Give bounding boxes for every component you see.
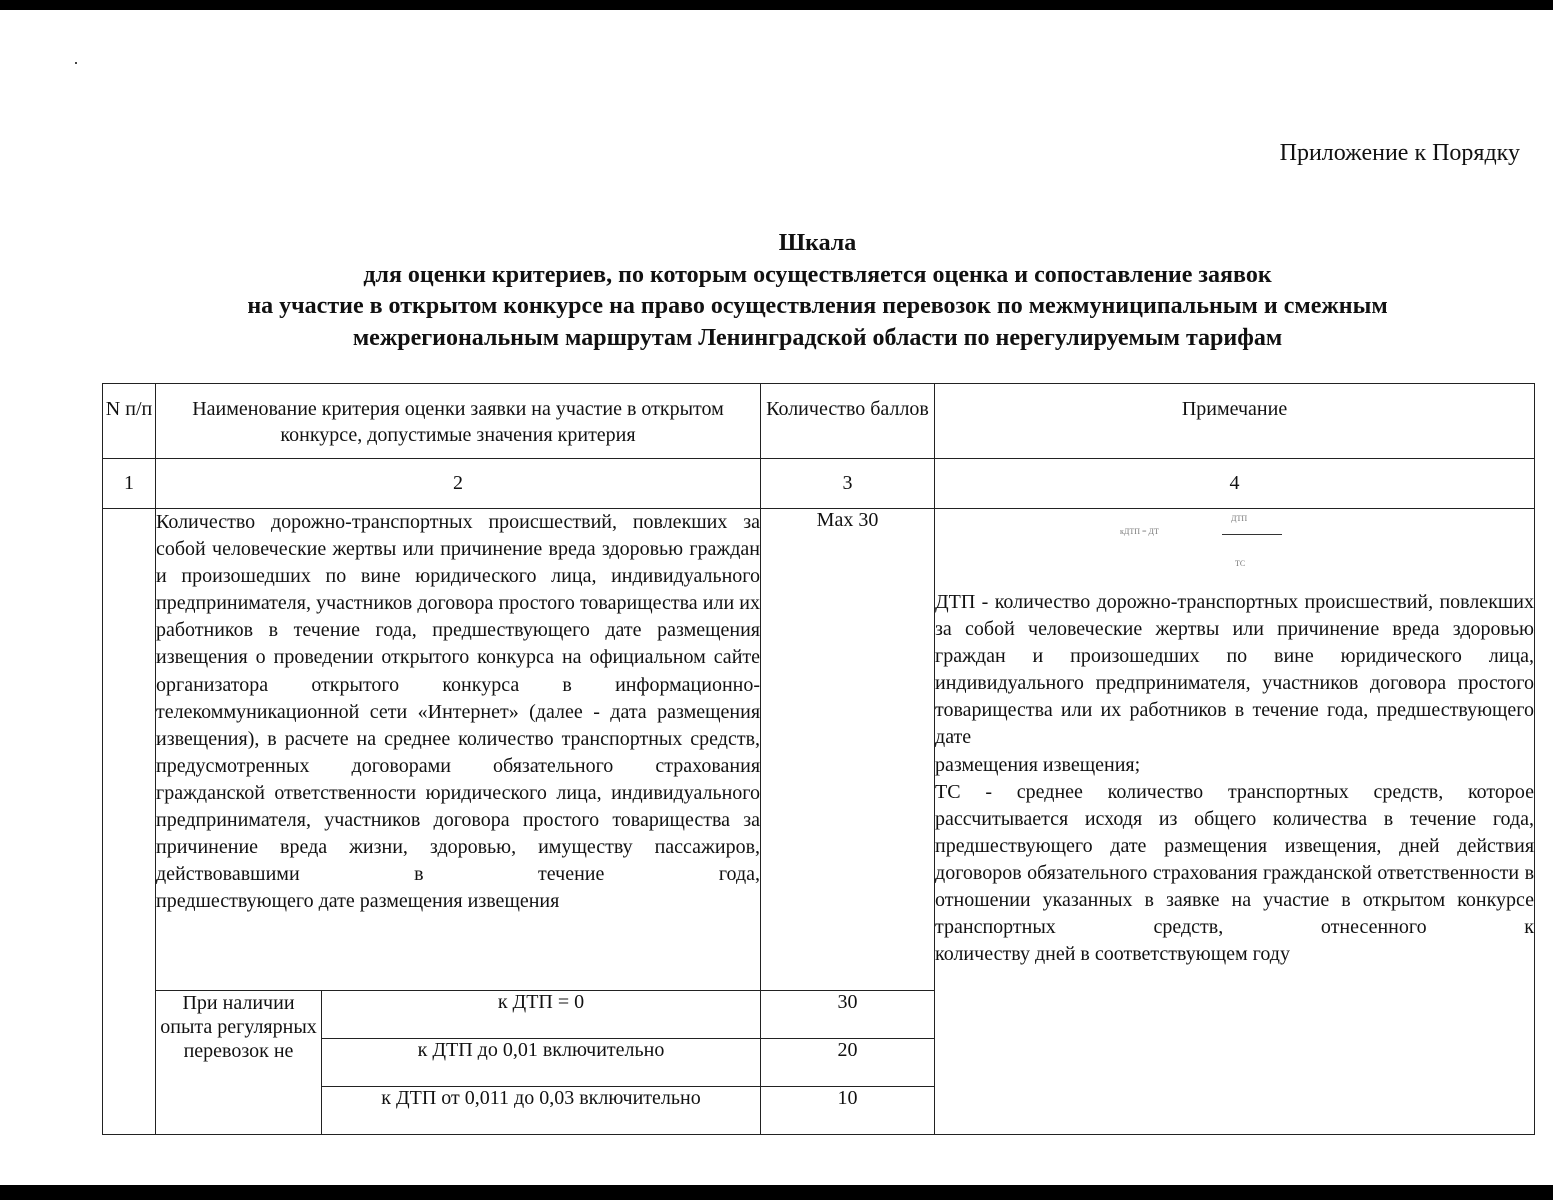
- score-1: 30: [761, 991, 935, 1039]
- column-number-2: 2: [156, 459, 761, 509]
- note-dtp-paragraph: [935, 589, 1534, 779]
- column-number-1: 1: [103, 459, 156, 509]
- formula: [935, 509, 1534, 579]
- criterion-description: [156, 509, 761, 991]
- score-2: 20: [761, 1039, 935, 1087]
- note-ts-paragraph: [935, 779, 1534, 969]
- score-3: 10: [761, 1087, 935, 1135]
- row-number-cell: [103, 509, 156, 1135]
- note-cell: [935, 509, 1535, 1135]
- table-row: [103, 509, 1535, 991]
- document-title: [90, 228, 1545, 354]
- header-number: N п/п: [103, 384, 156, 459]
- title-line-2: для оценки критериев, по которым осуществляется оценка и сопоставление заявок: [363, 261, 1272, 288]
- condition-2: к ДТП до 0,01 включительно: [322, 1039, 761, 1087]
- header-criterion: Наименование критерия оценки заявки на участие в открытом конкурсе, допустимые значения критерия: [156, 384, 761, 459]
- note-ts-last: количеству дней в соответствующем году: [935, 943, 1290, 966]
- scan-speck: [75, 62, 77, 64]
- column-number-row: [103, 459, 1535, 509]
- column-number-4: 4: [935, 459, 1535, 509]
- table-header-row: [103, 384, 1535, 459]
- note-dtp-last: размещения извещения;: [935, 753, 1141, 776]
- formula-fraction-line: [1222, 534, 1282, 535]
- criterion-text-last: предшествующего дате размещения извещения: [156, 890, 560, 913]
- scan-border-bottom: [0, 1185, 1553, 1200]
- criterion-text: Количество дорожно-транспортных происшествий, повлекших за собой человеческие жертвы или причинение вреда здоровью граждан и произошедших по вине юридического лица, индивидуального предпринимателя, участников договора простого товарищества или их работников в течение года, предшествующего дате размещения извещения о проведении открытого конкурса на официальном сайте организатора открытого конкурса в информационно-телекоммуникационной сети «Интернет» (далее - дата размещения извещения), в расчете на среднее количество транспортных средств, предусмотренных договорами обязательного страхования гражданской ответственности юридического лица, индивидуального предпринимателя, участников договора простого товарищества за причинение вреда жизни, здоровью, имуществу пассажиров, действовавшими в течение года,: [156, 511, 761, 886]
- title-line-1: Шкала: [778, 230, 857, 256]
- condition-1: к ДТП = 0: [322, 991, 761, 1039]
- note-ts: ТС - среднее количество транспортных средств, которое рассчитывается исходя из общего количества в течение года, предшествующего дате размещения извещения, дней действия договоров обязательного страхования гражданской ответственности в отношении указанных в заявке на участие в открытом конкурсе транспортных средств, отнесенного к: [935, 780, 1535, 939]
- scan-border-top: [0, 0, 1553, 10]
- title-line-4: межрегиональным маршрутам Ленинградской области по нерегулируемым тарифам: [352, 324, 1283, 351]
- appendix-label: Приложение к Порядку: [1279, 140, 1520, 166]
- title-line-3: на участие в открытом конкурсе на право осуществления перевозок по межмуниципальным и смежным: [247, 293, 1388, 319]
- max-points: Max 30: [761, 509, 935, 991]
- formula-numerator: ДТП: [1231, 514, 1248, 523]
- note-dtp: ДТП - количество дорожно-транспортных происшествий, повлекших за собой человеческие жертвы или причинение вреда здоровью граждан и произошедших по вине юридического лица, индивидуального предпринимателя, участников договора простого товарищества или их работников в течение года, предшествующего дате: [935, 591, 1535, 749]
- criteria-table: [102, 383, 1535, 1135]
- header-note: Примечание: [935, 384, 1535, 459]
- note-text: [935, 589, 1534, 968]
- formula-left: кДТП = ДТ: [1120, 527, 1159, 536]
- header-points: Количество баллов: [761, 384, 935, 459]
- column-number-3: 3: [761, 459, 935, 509]
- experience-label: При наличии опыта регулярных перевозок не: [156, 991, 322, 1135]
- formula-denominator: ТС: [1235, 559, 1246, 568]
- condition-3: к ДТП от 0,011 до 0,03 включительно: [322, 1087, 761, 1135]
